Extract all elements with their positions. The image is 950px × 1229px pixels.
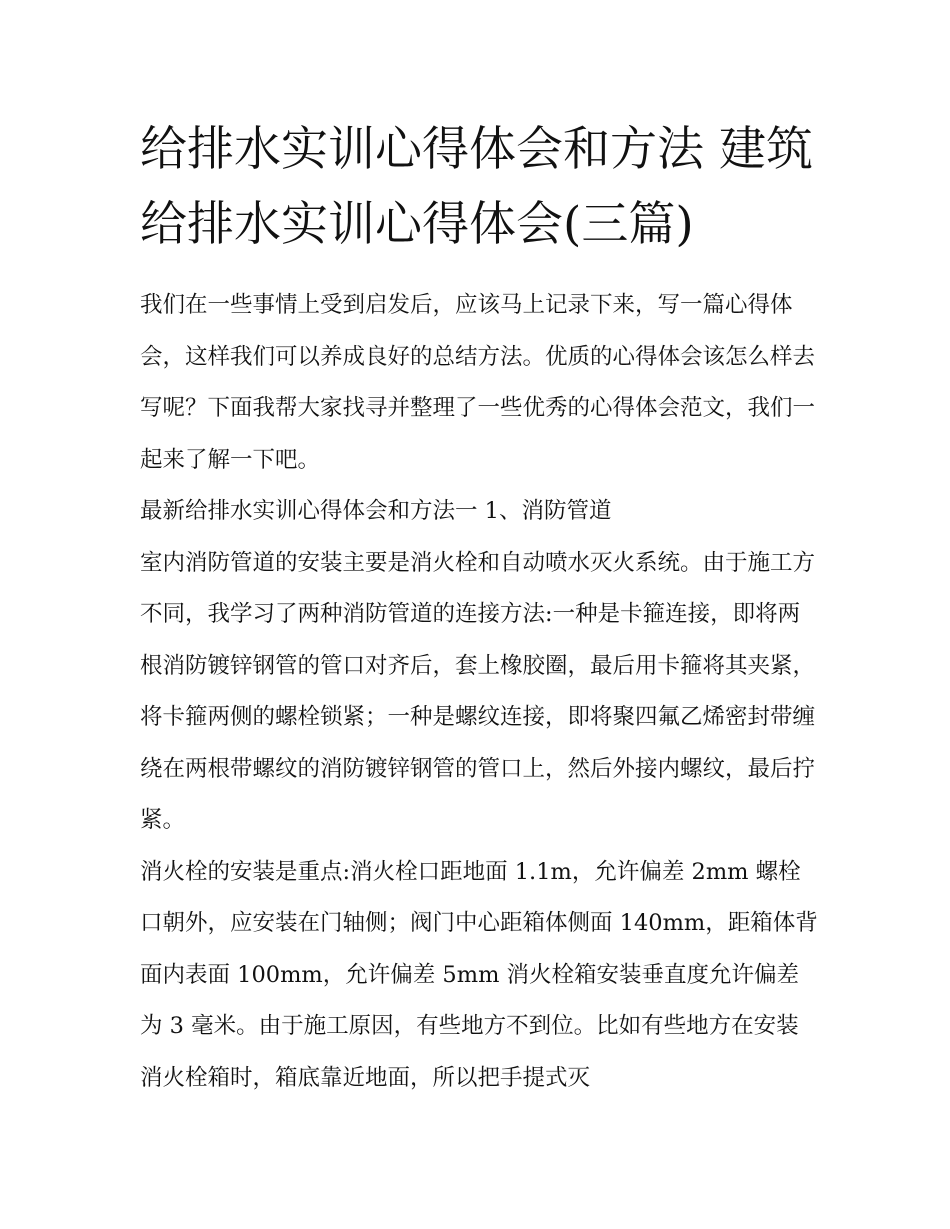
intro-paragraph: 我们在一些事情上受到启发后，应该马上记录下来，写一篇心得体会，这样我们可以养成良好的总结方法。优质的心得体会该怎么样去写呢？下面我帮大家找寻并整理了一些优秀的心得体会范文，我们一起来了解一下吧。	[140, 292, 816, 473]
hydrant-installation-paragraph: 消火栓的安装是重点:消火栓口距地面 1.1m，允许偏差 2mm 螺栓口朝外，应安装在门轴侧；阀门中心距箱体侧面 140mm，距箱体背面内表面 100mm，允许偏差 5mm 消火栓箱安装垂直度允许偏差为 3 毫米。由于施工原因，有些地方不到位。比如有些地方在安装消火栓箱时，箱底靠近地面，所以把手提式灭	[140, 858, 818, 1091]
pipe-connection-paragraph: 室内消防管道的安装主要是消火栓和自动喷水灭火系统。由于施工方不同，我学习了两种消防管道的连接方法:一种是卡箍连接，即将两根消防镀锌钢管的管口对齐后，套上橡胶圈，最后用卡箍将其夹紧，将卡箍两侧的螺栓锁紧；一种是螺纹连接，即将聚四氟乙烯密封带缠绕在两根带螺纹的消防镀锌钢管的管口上，然后外接内螺纹，最后拧紧。	[140, 549, 816, 833]
section-heading: 最新给排水实训心得体会和方法一 1、消防管道	[140, 498, 612, 524]
document-body	[140, 280, 820, 1104]
document-title: 给排水实训心得体会和方法 建筑给排水实训心得体会(三篇)	[140, 122, 813, 252]
